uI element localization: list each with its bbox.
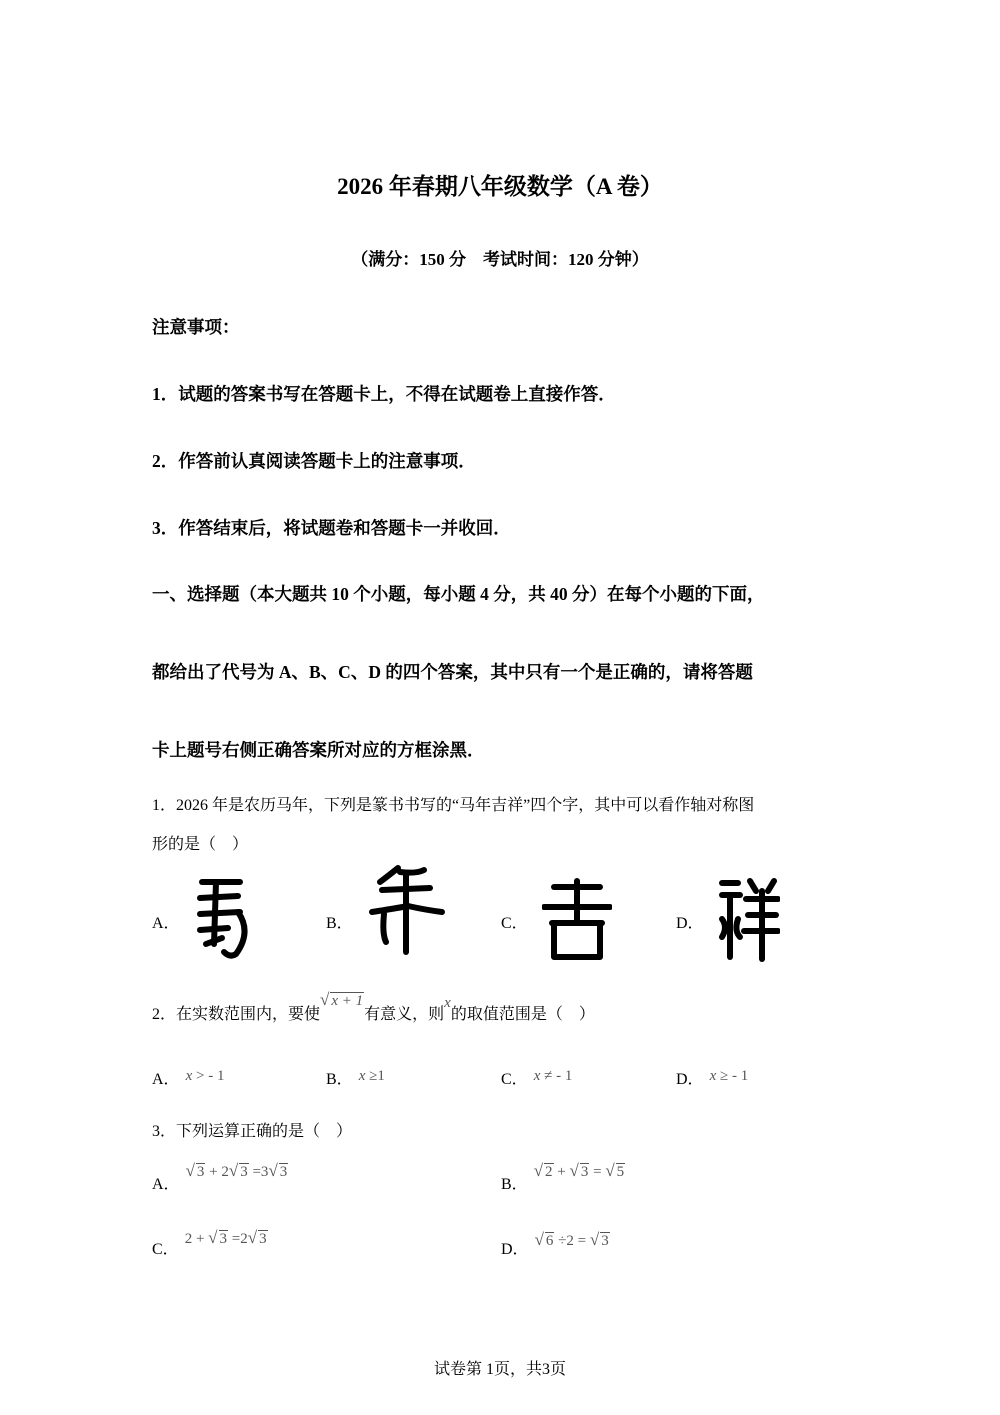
question-1-stem-line-2: 形的是（ ） (152, 836, 249, 853)
q3-option-d-label: D． (501, 1241, 529, 1258)
q2-option-c (501, 1066, 572, 1089)
q2-option-a-label: A． (152, 1071, 180, 1088)
seal-script-nian-icon (368, 862, 446, 960)
q2-option-a (152, 1066, 224, 1089)
q2-option-c-relation: ≠ - 1 (540, 1068, 573, 1084)
q1-option-a-label: A． (152, 915, 180, 932)
q2-option-a-relation: > - 1 (192, 1068, 225, 1084)
question-3-stem: 3．下列运算正确的是（ ） (152, 1123, 353, 1140)
q2-option-b-var: x (358, 1068, 366, 1084)
q2-option-b (326, 1066, 385, 1089)
notice-item-2: 2．作答前认真阅读答题卡上的注意事项． (152, 451, 476, 471)
q2-option-c-label: C． (501, 1071, 528, 1088)
q3-option-c (152, 1228, 268, 1259)
page-title: 2026 年春期八年级数学（A 卷） (337, 174, 663, 199)
q3-option-a-label: A． (152, 1176, 180, 1193)
seal-script-ma-icon (192, 874, 254, 960)
q2-stem-suffix: 的取值范围是（ ） (450, 1006, 595, 1023)
section-heading-line-3: 卡上题号右侧正确答案所对应的方框涂黑． (152, 740, 485, 760)
q2-option-c-var: x (533, 1068, 541, 1084)
q2-option-d-label: D． (676, 1071, 704, 1088)
q2-option-b-relation: ≥1 (365, 1068, 385, 1084)
q3-option-a (152, 1161, 288, 1194)
notice-item-1: 1．试题的答案书写在答题卡上，不得在试题卷上直接作答． (152, 384, 616, 404)
q1-option-d-label: D． (676, 915, 704, 932)
q3-option-d-expression: √ 6 ÷2 = √ 3 (534, 1230, 609, 1249)
question-1-stem-line-1: 1．2026 年是农历马年，下列是篆书书写的“马年吉祥”四个字，其中可以看作轴对称图 (152, 797, 755, 814)
q3-option-c-expression: 2 + √ 3 =2√ 3 (184, 1228, 267, 1247)
notice-item-3: 3．作答结束后，将试题卷和答题卡一并收回． (152, 518, 511, 538)
q2-variable: x (444, 995, 451, 1011)
q2-radicand: x + 1 (331, 993, 364, 1009)
q3-option-d (501, 1230, 610, 1259)
q1-option-c-label: C． (501, 915, 528, 932)
q2-option-a-var: x (185, 1068, 193, 1084)
q2-option-d-relation: ≥ - 1 (716, 1068, 749, 1084)
q2-stem-middle: 有意义，则 (364, 1006, 445, 1023)
q3-option-b-expression: √ 2 + √ 3 = √ 5 (533, 1161, 625, 1180)
page-subtitle: （满分：150 分 考试时间：120 分钟） (351, 250, 649, 269)
seal-script-xiang-icon (718, 877, 780, 963)
seal-script-ji-icon (542, 877, 612, 963)
q3-option-b (501, 1161, 625, 1194)
section-heading-line-1: 一、选择题（本大题共 10 个小题，每小题 4 分，共 40 分）在每个小题的下面， (152, 584, 765, 604)
q1-option-b-label: B． (326, 915, 353, 932)
q2-option-d (676, 1066, 748, 1089)
q2-radical-expression: √ x + 1 (320, 990, 364, 1009)
question-2-stem (152, 990, 595, 1024)
q3-option-b-label: B． (501, 1176, 528, 1193)
notice-heading: 注意事项： (152, 317, 240, 337)
page-footer: 试卷第 1页，共3页 (433, 1361, 566, 1378)
q2-option-b-label: B． (326, 1071, 353, 1088)
section-heading-line-2: 都给出了代号为 A、B、C、D 的四个答案，其中只有一个是正确的，请将答题 (152, 662, 753, 682)
q3-option-c-label: C． (152, 1241, 179, 1258)
q2-option-d-var: x (709, 1068, 717, 1084)
q3-option-a-expression: √ 3 + 2√ 3 =3√ 3 (185, 1161, 288, 1180)
q2-stem-prefix: 2．在实数范围内，要使 (152, 1006, 321, 1023)
